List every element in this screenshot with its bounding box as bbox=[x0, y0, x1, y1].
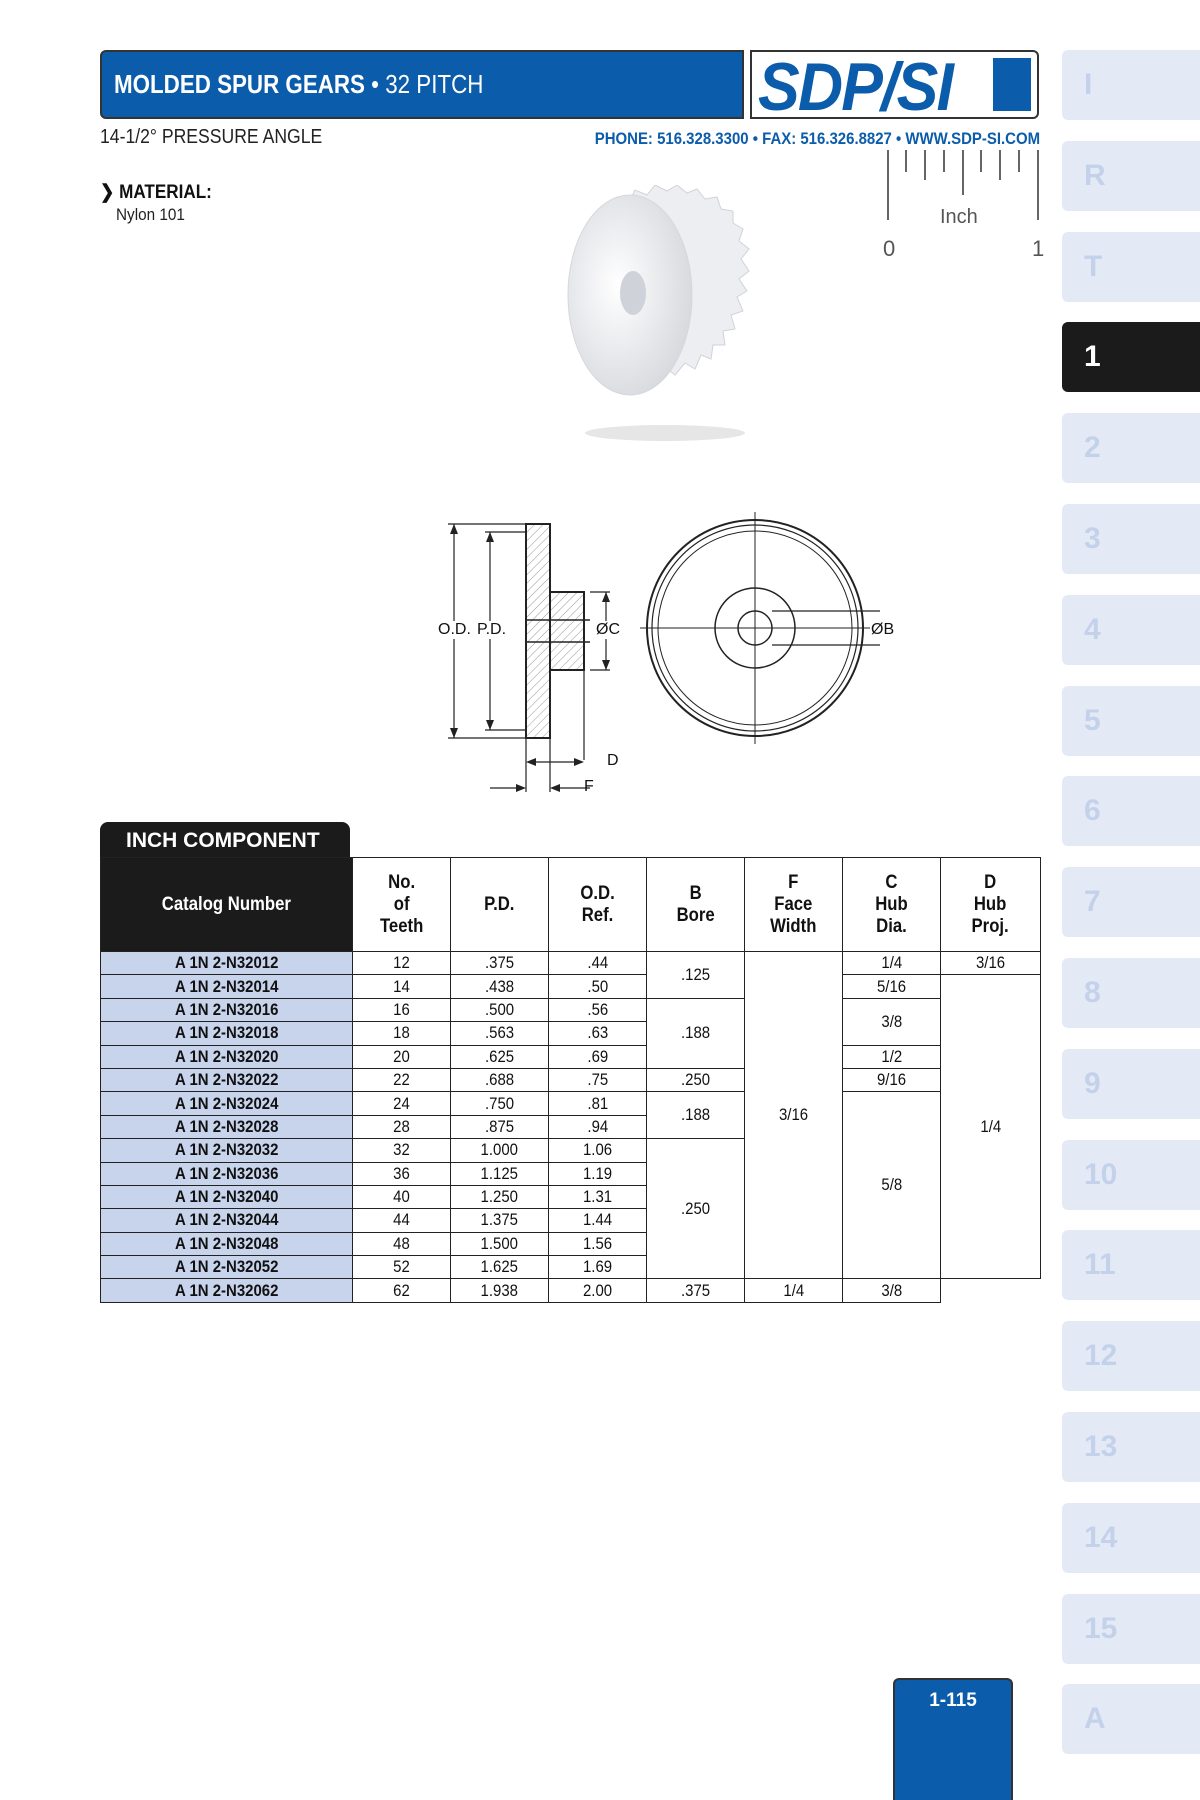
teeth-cell: 52 bbox=[353, 1256, 451, 1279]
od-cell: 1.69 bbox=[549, 1256, 647, 1279]
section-tab-label: 1 bbox=[1084, 340, 1101, 374]
bore-label: ØB bbox=[871, 621, 895, 638]
teeth-cell: 12 bbox=[353, 952, 451, 975]
pd-cell: .375 bbox=[451, 952, 549, 975]
od-cell: 2.00 bbox=[549, 1279, 647, 1302]
logo-text: SDP/SI bbox=[758, 50, 953, 119]
pd-cell: .625 bbox=[451, 1045, 549, 1068]
section-tab-11[interactable] bbox=[1062, 1230, 1200, 1300]
hub-dia-cell: 5/16 bbox=[843, 975, 941, 998]
section-tab-10[interactable] bbox=[1062, 1140, 1200, 1210]
od-cell: 1.31 bbox=[549, 1185, 647, 1208]
bore-cell: .250 bbox=[647, 1068, 745, 1091]
section-tab-r[interactable] bbox=[1062, 141, 1200, 211]
section-tab-label: 3 bbox=[1084, 522, 1101, 555]
section-tab-t[interactable] bbox=[1062, 232, 1200, 302]
od-cell: 1.56 bbox=[549, 1232, 647, 1255]
subtitle: 14-1/2° PRESSURE ANGLE bbox=[100, 126, 323, 148]
section-tab-label: 15 bbox=[1084, 1611, 1118, 1645]
hub-dia-cell: 3/8 bbox=[843, 998, 941, 1045]
bore-cell: .250 bbox=[647, 1139, 745, 1279]
catalog-number-cell: A 1N 2-N32062 bbox=[101, 1279, 353, 1302]
face-cell: 3/16 bbox=[745, 952, 843, 1279]
pd-cell: 1.250 bbox=[451, 1185, 549, 1208]
catalog-number-cell: A 1N 2-N32016 bbox=[101, 998, 353, 1021]
section-tab-label: 7 bbox=[1084, 885, 1101, 919]
table-row bbox=[101, 1068, 1041, 1091]
pd-cell: 1.938 bbox=[451, 1279, 549, 1302]
title-bar bbox=[100, 50, 744, 119]
teeth-cell: 40 bbox=[353, 1185, 451, 1208]
pd-label: P.D. bbox=[477, 621, 507, 638]
od-cell: 1.44 bbox=[549, 1209, 647, 1232]
teeth-cell: 62 bbox=[353, 1279, 451, 1302]
section-tab-6[interactable] bbox=[1062, 776, 1200, 846]
section-tab-label: 12 bbox=[1084, 1339, 1118, 1373]
teeth-cell: 22 bbox=[353, 1068, 451, 1091]
section-tab-15[interactable] bbox=[1062, 1594, 1200, 1664]
section-tab-label: 13 bbox=[1084, 1430, 1118, 1463]
section-tab-4[interactable] bbox=[1062, 595, 1200, 665]
section-tab-7[interactable] bbox=[1062, 867, 1200, 937]
section-tab-14[interactable] bbox=[1062, 1503, 1200, 1573]
pd-cell: .563 bbox=[451, 1022, 549, 1045]
teeth-cell: 44 bbox=[353, 1209, 451, 1232]
section-tab-label: 10 bbox=[1084, 1157, 1118, 1191]
bore-cell: .188 bbox=[647, 998, 745, 1068]
hub-proj-cell: 3/8 bbox=[843, 1279, 941, 1302]
page-title: MOLDED SPUR GEARS • 32 PITCH bbox=[114, 69, 484, 99]
pd-cell: .750 bbox=[451, 1092, 549, 1115]
section-tab-3[interactable] bbox=[1062, 504, 1200, 574]
section-tab-5[interactable] bbox=[1062, 686, 1200, 756]
od-cell: .69 bbox=[549, 1045, 647, 1068]
header-od: O.D. Ref. bbox=[549, 858, 647, 952]
teeth-cell: 20 bbox=[353, 1045, 451, 1068]
od-cell: 1.06 bbox=[549, 1139, 647, 1162]
od-cell: .94 bbox=[549, 1115, 647, 1138]
pd-cell: .500 bbox=[451, 998, 549, 1021]
chevron-right-icon: ❯ bbox=[100, 182, 115, 203]
header-face-width: F Face Width bbox=[745, 858, 843, 952]
section-tab-label: 5 bbox=[1084, 703, 1101, 737]
catalog-number-cell: A 1N 2-N32014 bbox=[101, 975, 353, 998]
teeth-cell: 16 bbox=[353, 998, 451, 1021]
section-tab-12[interactable] bbox=[1062, 1321, 1200, 1391]
table-header-row bbox=[101, 858, 1041, 952]
od-label: O.D. bbox=[438, 621, 471, 638]
ruler-unit-label: Inch bbox=[940, 206, 978, 228]
section-tab-13[interactable] bbox=[1062, 1412, 1200, 1482]
od-cell: .44 bbox=[549, 952, 647, 975]
header-bore: B Bore bbox=[647, 858, 745, 952]
header-catalog-number: Catalog Number bbox=[101, 858, 353, 952]
section-tab-i[interactable] bbox=[1062, 50, 1200, 120]
section-tab-label: R bbox=[1084, 158, 1106, 192]
catalog-number-cell: A 1N 2-N32044 bbox=[101, 1209, 353, 1232]
od-cell: .81 bbox=[549, 1092, 647, 1115]
hub-dia-label: ØC bbox=[596, 621, 620, 638]
header-hub-dia: C Hub Dia. bbox=[843, 858, 941, 952]
hub-dia-cell: 9/16 bbox=[843, 1068, 941, 1091]
section-tab-label: 2 bbox=[1084, 431, 1101, 465]
pd-cell: .438 bbox=[451, 975, 549, 998]
bore-cell: .375 bbox=[647, 1279, 745, 1302]
teeth-cell: 24 bbox=[353, 1092, 451, 1115]
header-hub-proj: D Hub Proj. bbox=[941, 858, 1041, 952]
logo-bar bbox=[993, 58, 1031, 111]
section-tab-label: 4 bbox=[1084, 612, 1101, 646]
catalog-number-cell: A 1N 2-N32022 bbox=[101, 1068, 353, 1091]
company-logo bbox=[750, 50, 1039, 119]
material-value: Nylon 101 bbox=[116, 205, 185, 224]
catalog-number-cell: A 1N 2-N32048 bbox=[101, 1232, 353, 1255]
od-cell: .63 bbox=[549, 1022, 647, 1045]
pd-cell: 1.125 bbox=[451, 1162, 549, 1185]
section-tab-label: 6 bbox=[1084, 794, 1101, 828]
page-number-tab bbox=[893, 1678, 1013, 1800]
face-cell: 1/4 bbox=[745, 1279, 843, 1302]
section-tab-label: T bbox=[1084, 249, 1103, 283]
section-tab-a[interactable] bbox=[1062, 1684, 1200, 1754]
gear-spec-table bbox=[100, 857, 1041, 1303]
section-tab-2[interactable] bbox=[1062, 413, 1200, 483]
teeth-cell: 14 bbox=[353, 975, 451, 998]
catalog-number-cell: A 1N 2-N32052 bbox=[101, 1256, 353, 1279]
bore-cell: .188 bbox=[647, 1092, 745, 1139]
table-row bbox=[101, 1092, 1041, 1115]
section-tab-1[interactable] bbox=[1062, 322, 1200, 392]
hub-proj-cell: 1/4 bbox=[941, 975, 1041, 1279]
catalog-number-cell: A 1N 2-N32020 bbox=[101, 1045, 353, 1068]
ruler-one: 1 bbox=[1032, 236, 1045, 261]
pd-cell: .688 bbox=[451, 1068, 549, 1091]
table-row bbox=[101, 998, 1041, 1021]
page-number: 1-115 bbox=[929, 1690, 977, 1711]
hub-proj-cell: 3/16 bbox=[941, 952, 1041, 975]
table-row bbox=[101, 975, 1041, 998]
od-cell: .75 bbox=[549, 1068, 647, 1091]
catalog-number-cell: A 1N 2-N32018 bbox=[101, 1022, 353, 1045]
catalog-number-cell: A 1N 2-N32028 bbox=[101, 1115, 353, 1138]
pd-cell: .875 bbox=[451, 1115, 549, 1138]
table-row bbox=[101, 1279, 1041, 1302]
hub-proj-label: D bbox=[607, 752, 619, 769]
section-tab-label: A bbox=[1084, 1702, 1106, 1736]
hub-dia-cell: 5/8 bbox=[843, 1092, 941, 1279]
section-tab-9[interactable] bbox=[1062, 1049, 1200, 1119]
teeth-cell: 48 bbox=[353, 1232, 451, 1255]
section-tab-label: 9 bbox=[1084, 1066, 1101, 1100]
teeth-cell: 32 bbox=[353, 1139, 451, 1162]
contact-info: PHONE: 516.328.3300 • FAX: 516.326.8827 • WWW.SDP-SI.COM bbox=[594, 129, 1040, 148]
catalog-number-cell: A 1N 2-N32024 bbox=[101, 1092, 353, 1115]
gear-photo bbox=[555, 185, 795, 445]
pd-cell: 1.375 bbox=[451, 1209, 549, 1232]
table-row bbox=[101, 952, 1041, 975]
catalog-number-cell: A 1N 2-N32040 bbox=[101, 1185, 353, 1208]
header-pd: P.D. bbox=[451, 858, 549, 952]
teeth-cell: 28 bbox=[353, 1115, 451, 1138]
gear-dimension-diagram bbox=[430, 510, 880, 800]
pd-cell: 1.500 bbox=[451, 1232, 549, 1255]
table-section-label: INCH COMPONENT bbox=[100, 822, 350, 860]
header-teeth: No. of Teeth bbox=[353, 858, 451, 952]
section-tab-8[interactable] bbox=[1062, 958, 1200, 1028]
catalog-number-cell: A 1N 2-N32032 bbox=[101, 1139, 353, 1162]
teeth-cell: 36 bbox=[353, 1162, 451, 1185]
od-cell: .56 bbox=[549, 998, 647, 1021]
pd-cell: 1.625 bbox=[451, 1256, 549, 1279]
hub-dia-cell: 1/4 bbox=[843, 952, 941, 975]
section-tab-label: 8 bbox=[1084, 976, 1101, 1009]
hub-dia-cell: 1/2 bbox=[843, 1045, 941, 1068]
section-tab-label: 11 bbox=[1084, 1248, 1116, 1282]
bore-cell: .125 bbox=[647, 952, 745, 999]
teeth-cell: 18 bbox=[353, 1022, 451, 1045]
section-tab-label: I bbox=[1084, 68, 1093, 101]
table-row bbox=[101, 1045, 1041, 1068]
face-width-label: F bbox=[584, 778, 594, 795]
ruler-zero: 0 bbox=[883, 236, 896, 261]
od-cell: 1.19 bbox=[549, 1162, 647, 1185]
catalog-number-cell: A 1N 2-N32036 bbox=[101, 1162, 353, 1185]
catalog-number-cell: A 1N 2-N32012 bbox=[101, 952, 353, 975]
od-cell: .50 bbox=[549, 975, 647, 998]
pd-cell: 1.000 bbox=[451, 1139, 549, 1162]
section-tab-label: 14 bbox=[1084, 1520, 1118, 1554]
material-heading: ❯ MATERIAL: bbox=[100, 182, 212, 203]
